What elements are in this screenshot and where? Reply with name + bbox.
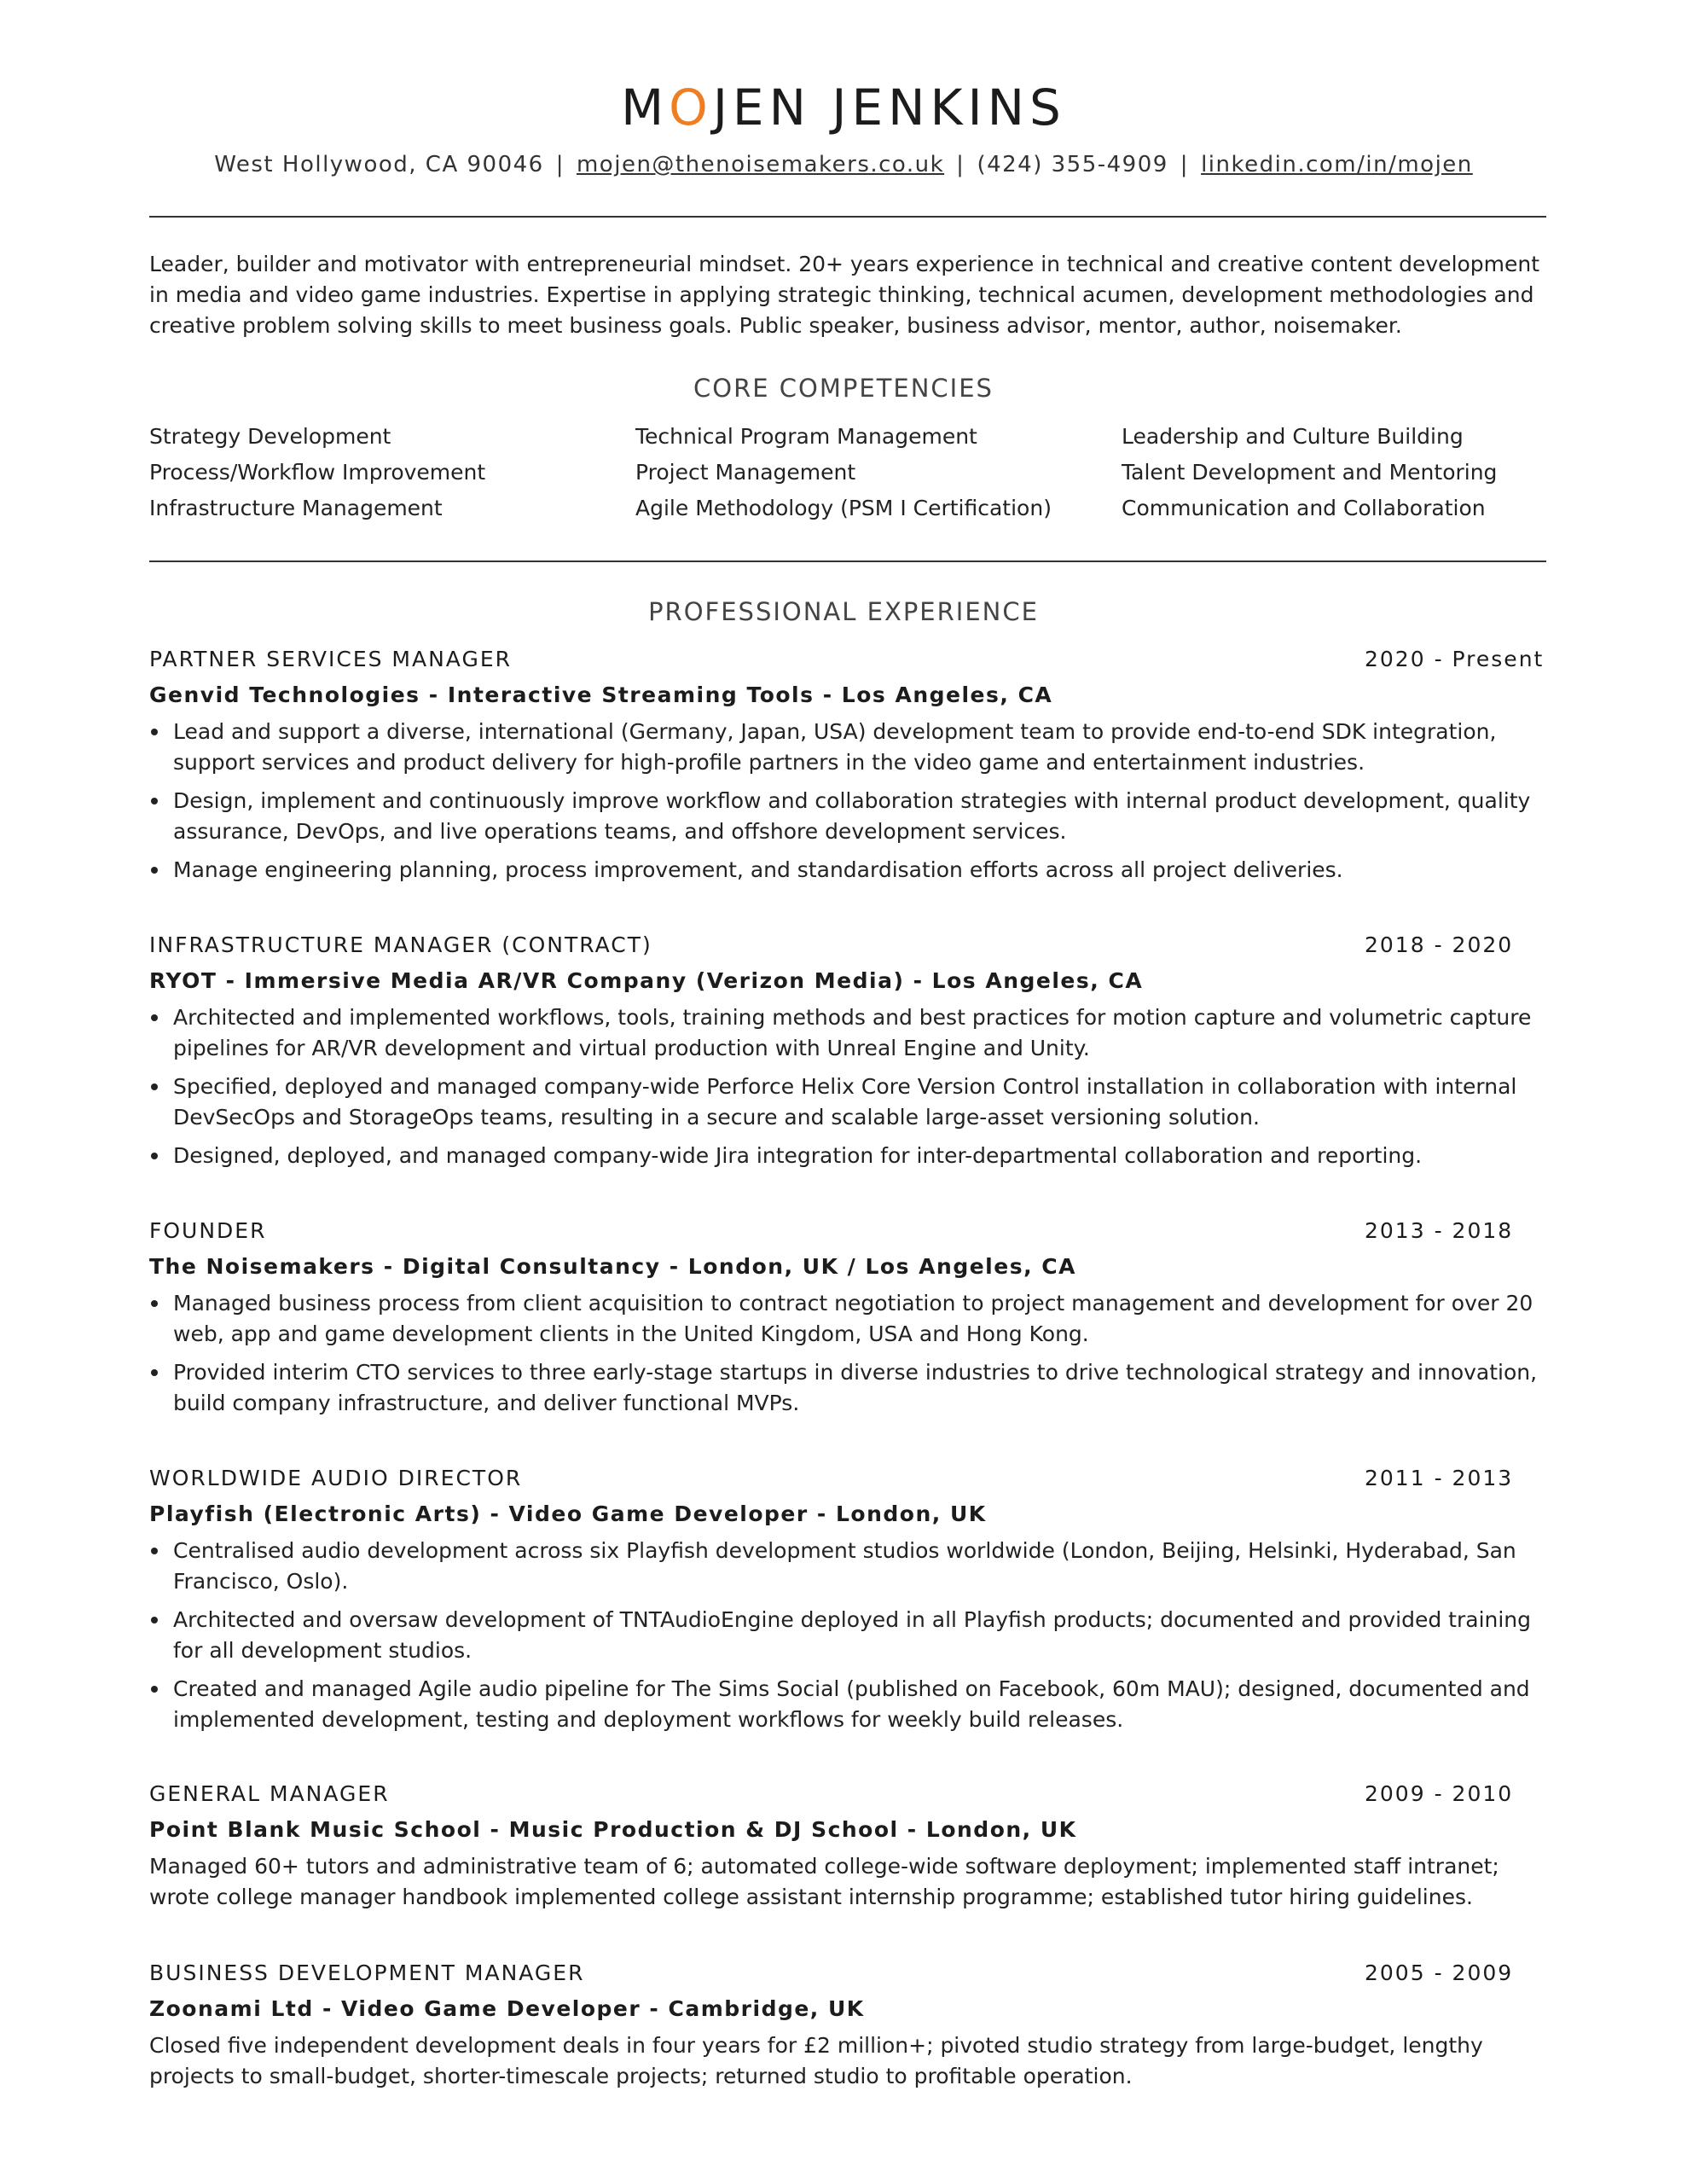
bullet-item: Provided interim CTO services to three early-stage startups in diverse industries to drive technological strategy and innovation, build company infrastructure, and deliver functional MVPs.	[149, 1357, 1552, 1419]
job-title: WORLDWIDE AUDIO DIRECTOR	[149, 1466, 523, 1490]
linkedin-link[interactable]: linkedin.com/in/mojen	[1201, 152, 1473, 177]
experience-title: PROFESSIONAL EXPERIENCE	[648, 597, 1039, 626]
name-rest: JEN JENKINS	[712, 78, 1066, 136]
job-bullets	[149, 1288, 1552, 1426]
bullet-item: Architected and oversaw development of TNTAudioEngine deployed in all Playfish products; documented and provided training for all development studios.	[149, 1605, 1552, 1666]
bullet-item: Designed, deployed, and managed company-wide Jira integration for inter-departmental collaboration and reporting.	[149, 1141, 1552, 1171]
job-title: FOUNDER	[149, 1218, 267, 1243]
divider	[149, 216, 1546, 218]
competency-column-3	[1122, 419, 1497, 526]
candidate-name	[0, 78, 1687, 136]
competency-item: Project Management	[635, 460, 856, 485]
competency-item: Process/Workflow Improvement	[149, 460, 486, 485]
job-company: Playfish (Electronic Arts) - Video Game Developer - London, UK	[149, 1502, 987, 1526]
competency-item: Agile Methodology (PSM I Certification)	[635, 496, 1052, 520]
bullet-item: Lead and support a diverse, international (Germany, Japan, USA) development team to provide end-to-end SDK integration, support services and product delivery for high-profile partners in the video game and entertainment industries.	[149, 717, 1552, 778]
location: West Hollywood, CA 90046	[214, 152, 544, 177]
job-description: Closed five independent development deals in four years for £2 million+; pivoted studio strategy from large-budget, lengthy projects to small-budget, shorter-timescale projects; returned studio to profitable operation.	[149, 2033, 1483, 2088]
separator: |	[1180, 152, 1190, 177]
competency-item: Talent Development and Mentoring	[1122, 460, 1498, 485]
summary: Leader, builder and motivator with entrepreneurial mindset. 20+ years experience in technical and creative content development in media and video game industries. Expertise in applying strategic thinking, technical acumen, development methodologies and creative problem solving skills to meet business goals. Public speaker, business advisor, mentor, author, noisemaker.	[149, 252, 1540, 338]
job-years: 2009 - 2010	[1365, 1781, 1514, 1806]
competency-column-1	[149, 419, 485, 526]
phone: (424) 355-4909	[977, 152, 1168, 177]
job-title: BUSINESS DEVELOPMENT MANAGER	[149, 1960, 585, 1985]
separator: |	[555, 152, 565, 177]
job-years: 2020 - Present	[1365, 647, 1545, 671]
email-link[interactable]: mojen@thenoisemakers.co.uk	[576, 152, 945, 177]
name-first-letter: M	[621, 78, 670, 136]
job-company: RYOT - Immersive Media AR/VR Company (Verizon Media) - Los Angeles, CA	[149, 968, 1144, 993]
bullet-item: Created and managed Agile audio pipeline for The Sims Social (published on Facebook, 60m MAU); designed, documented and implemented development, testing and deployment workflows for weekly build releases.	[149, 1674, 1552, 1735]
competency-item: Technical Program Management	[635, 424, 977, 449]
job-bullets	[149, 717, 1552, 893]
job-title: PARTNER SERVICES MANAGER	[149, 647, 513, 671]
separator: |	[956, 152, 965, 177]
bullet-item: Centralised audio development across six Playfish development studios worldwide (London, Beijing, Helsinki, Hyderabad, San Francisco, Oslo).	[149, 1536, 1552, 1597]
competency-item: Infrastructure Management	[149, 496, 443, 520]
job-description: Managed 60+ tutors and administrative team of 6; automated college-wide software deployment; implemented staff intranet; wrote college manager handbook implemented college assistant internship programme; established tutor hiring guidelines.	[149, 1854, 1499, 1909]
job-company: Zoonami Ltd - Video Game Developer - Cambridge, UK	[149, 1996, 865, 2021]
bullet-item: Managed business process from client acquisition to contract negotiation to project management and development for over 20 web, app and game development clients in the United Kingdom, USA and Hong Kong.	[149, 1288, 1552, 1350]
job-company: Genvid Technologies - Interactive Streaming Tools - Los Angeles, CA	[149, 682, 1053, 707]
job-company: Point Blank Music School - Music Production & DJ School - London, UK	[149, 1817, 1077, 1842]
job-company: The Noisemakers - Digital Consultancy - London, UK / Los Angeles, CA	[149, 1254, 1076, 1279]
job-title: INFRASTRUCTURE MANAGER (CONTRACT)	[149, 932, 652, 957]
competency-item: Strategy Development	[149, 424, 391, 449]
competency-item: Communication and Collaboration	[1122, 496, 1486, 520]
competencies-title: CORE COMPETENCIES	[693, 374, 994, 403]
bullet-item: Specified, deployed and managed company-wide Perforce Helix Core Version Control installation in collaboration with internal DevSecOps and StorageOps teams, resulting in a secure and scalable large-asset versioning solution.	[149, 1072, 1552, 1133]
competency-column-2	[635, 419, 1052, 526]
bullet-item: Manage engineering planning, process improvement, and standardisation efforts across all project deliveries.	[149, 855, 1552, 886]
job-bullets	[149, 1002, 1552, 1179]
job-bullets	[149, 1536, 1552, 1743]
job-years: 2013 - 2018	[1365, 1218, 1514, 1243]
name-accent-letter: O	[669, 78, 713, 136]
job-title: GENERAL MANAGER	[149, 1781, 390, 1806]
job-years: 2018 - 2020	[1365, 932, 1514, 957]
bullet-item: Architected and implemented workflows, tools, training methods and best practices for motion capture and volumetric capture pipelines for AR/VR development and virtual production with Unreal Engine and Unity.	[149, 1002, 1552, 1064]
contact-line	[0, 152, 1687, 177]
job-years: 2011 - 2013	[1365, 1466, 1514, 1490]
job-years: 2005 - 2009	[1365, 1960, 1514, 1985]
bullet-item: Design, implement and continuously improve workflow and collaboration strategies with internal product development, quality assurance, DevOps, and live operations teams, and offshore development services.	[149, 786, 1552, 847]
divider	[149, 561, 1546, 562]
competency-item: Leadership and Culture Building	[1122, 424, 1464, 449]
